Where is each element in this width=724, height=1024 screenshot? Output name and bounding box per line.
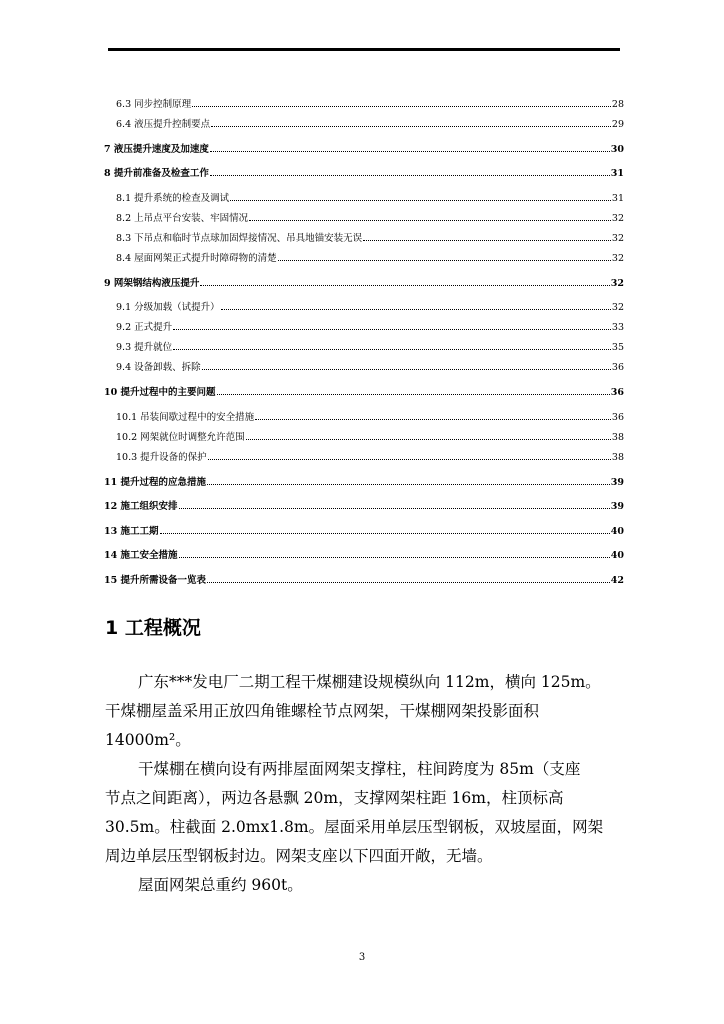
toc-leader-dots [246,439,611,440]
toc-entry-title: 9.3 提升就位 [116,342,173,353]
paragraph-line: 屋面网架总重约 960t。 [138,876,303,894]
toc-entry-title: 10.3 提升设备的保护 [116,452,207,463]
toc-entry[interactable] [116,99,624,111]
toc-entry[interactable] [116,432,624,444]
toc-leader-dots [192,106,611,107]
paragraph-line: 周边单层压型钢板封边。网架支座以下四面开敞，无墙。 [105,847,493,865]
toc-entry-title: 12 施工组织安排 [104,501,178,512]
toc-entry[interactable] [104,575,624,587]
paragraph-line: 30.5m。柱截面 2.0mx1.8m。屋面采用单层压型钢板，双坡屋面，网架 [105,818,604,836]
toc-leader-dots [217,394,610,395]
toc-entry-page: 31 [610,168,624,179]
toc-entry-page: 31 [611,193,624,204]
toc-entry[interactable] [116,362,624,374]
paragraph-weight [105,871,627,900]
toc-entry-page: 33 [611,322,624,333]
toc-leader-dots [211,126,611,127]
toc-leader-dots [207,582,610,583]
paragraph-line: 节点之间距离），两边各悬飘 20m，支撑网架柱距 16m，柱顶标高 [105,789,564,807]
toc-entry-title: 6.4 液压提升控制要点 [116,119,211,130]
toc-entry-page: 42 [610,575,624,586]
toc-entry-title: 8.3 下吊点和临时节点球加固焊接情况、吊具地锚安装无误 [116,233,363,244]
toc-leader-dots [278,260,611,261]
toc-leader-dots [208,459,611,460]
toc-entry-title: 10 提升过程中的主要问题 [104,387,216,398]
toc-entry-page: 38 [611,432,624,443]
toc-entry-page: 32 [610,278,624,289]
toc-entry[interactable] [116,253,624,265]
paragraph-line: 干煤棚在横向设有两排屋面网架支撑柱，柱间跨度为 85m（支座 [138,760,581,778]
toc-entry-page: 28 [611,99,624,110]
toc-entry-title: 13 施工工期 [104,526,159,537]
toc-leader-dots [255,419,611,420]
toc-entry-page: 35 [611,342,624,353]
toc-entry[interactable] [104,477,624,489]
toc-entry[interactable] [116,412,624,424]
toc-entry-title: 14 施工安全措施 [104,550,178,561]
toc-entry[interactable] [104,144,624,156]
toc-entry[interactable] [104,168,624,180]
toc-entry-title: 15 提升所需设备一览表 [104,575,207,586]
paragraph-structure [105,755,627,871]
toc-entry-page: 32 [611,213,624,224]
toc-leader-dots [363,240,611,241]
section-heading: 1 工程概况 [105,617,201,639]
toc-entry-title: 9.1 分级加载（试提升） [116,302,220,313]
toc-entry-title: 9.4 设备卸载、拆除 [116,362,201,373]
toc-leader-dots [202,369,611,370]
toc-entry[interactable] [116,452,624,464]
toc-entry-title: 10.1 吊装间歇过程中的安全措施 [116,412,255,423]
paragraph-line: 广东***发电厂二期工程干煤棚建设规模纵向 112m，横向 125m。 [138,673,601,691]
toc-leader-dots [221,309,611,310]
toc-entry-title: 11 提升过程的应急措施 [104,477,207,488]
paragraph-line: 干煤棚屋盖采用正放四角锥螺栓节点网架，干煤棚网架投影面积 [105,702,540,720]
paragraph-project-scale [105,668,627,755]
toc-entry[interactable] [116,213,624,225]
toc-entry[interactable] [104,550,624,562]
toc-entry-title: 9 网架钢结构液压提升 [104,278,200,289]
toc-entry-title: 7 液压提升速度及加速度 [104,144,209,155]
toc-leader-dots [173,349,611,350]
toc-leader-dots [179,508,610,509]
toc-entry-page: 32 [611,253,624,264]
toc-entry-page: 40 [610,526,624,537]
toc-leader-dots [207,484,610,485]
toc-entry-page: 36 [610,387,624,398]
toc-entry-page: 32 [611,233,624,244]
header-rule [108,48,620,51]
toc-entry-page: 30 [610,144,624,155]
toc-entry-title: 8.1 提升系统的检查及调试 [116,193,230,204]
toc-entry-page: 38 [611,452,624,463]
toc-entry-title: 8 提升前准备及检查工作 [104,168,209,179]
toc-entry-title: 9.2 正式提升 [116,322,173,333]
toc-leader-dots [179,557,610,558]
toc-entry[interactable] [104,526,624,538]
toc-entry[interactable] [116,342,624,354]
toc-leader-dots [200,285,609,286]
toc-entry[interactable] [116,193,624,205]
toc-leader-dots [210,175,610,176]
toc-leader-dots [230,200,611,201]
toc-entry-title: 10.2 网架就位时调整允许范围 [116,432,245,443]
toc-entry[interactable] [104,387,624,399]
toc-entry-page: 36 [611,362,624,373]
toc-entry[interactable] [116,302,624,314]
page-number: 3 [358,952,366,963]
toc-entry-page: 39 [610,477,624,488]
toc-entry-page: 36 [611,412,624,423]
toc-entry-page: 32 [611,302,624,313]
toc-entry-page: 40 [610,550,624,561]
toc-entry-title: 8.2 上吊点平台安装、牢固情况 [116,213,249,224]
toc-entry[interactable] [116,322,624,334]
toc-entry[interactable] [104,501,624,513]
toc-leader-dots [160,533,610,534]
toc-entry[interactable] [116,233,624,245]
toc-entry-title: 8.4 屋面网架正式提升时障碍物的清楚 [116,253,277,264]
toc-leader-dots [173,329,611,330]
toc-leader-dots [249,220,611,221]
toc-entry[interactable] [104,278,624,290]
toc-entry-title: 6.3 同步控制原理 [116,99,192,110]
toc-entry[interactable] [116,119,624,131]
paragraph-line: 14000m²。 [105,731,191,749]
toc-leader-dots [210,151,610,152]
toc-entry-page: 39 [610,501,624,512]
toc-entry-page: 29 [611,119,624,130]
